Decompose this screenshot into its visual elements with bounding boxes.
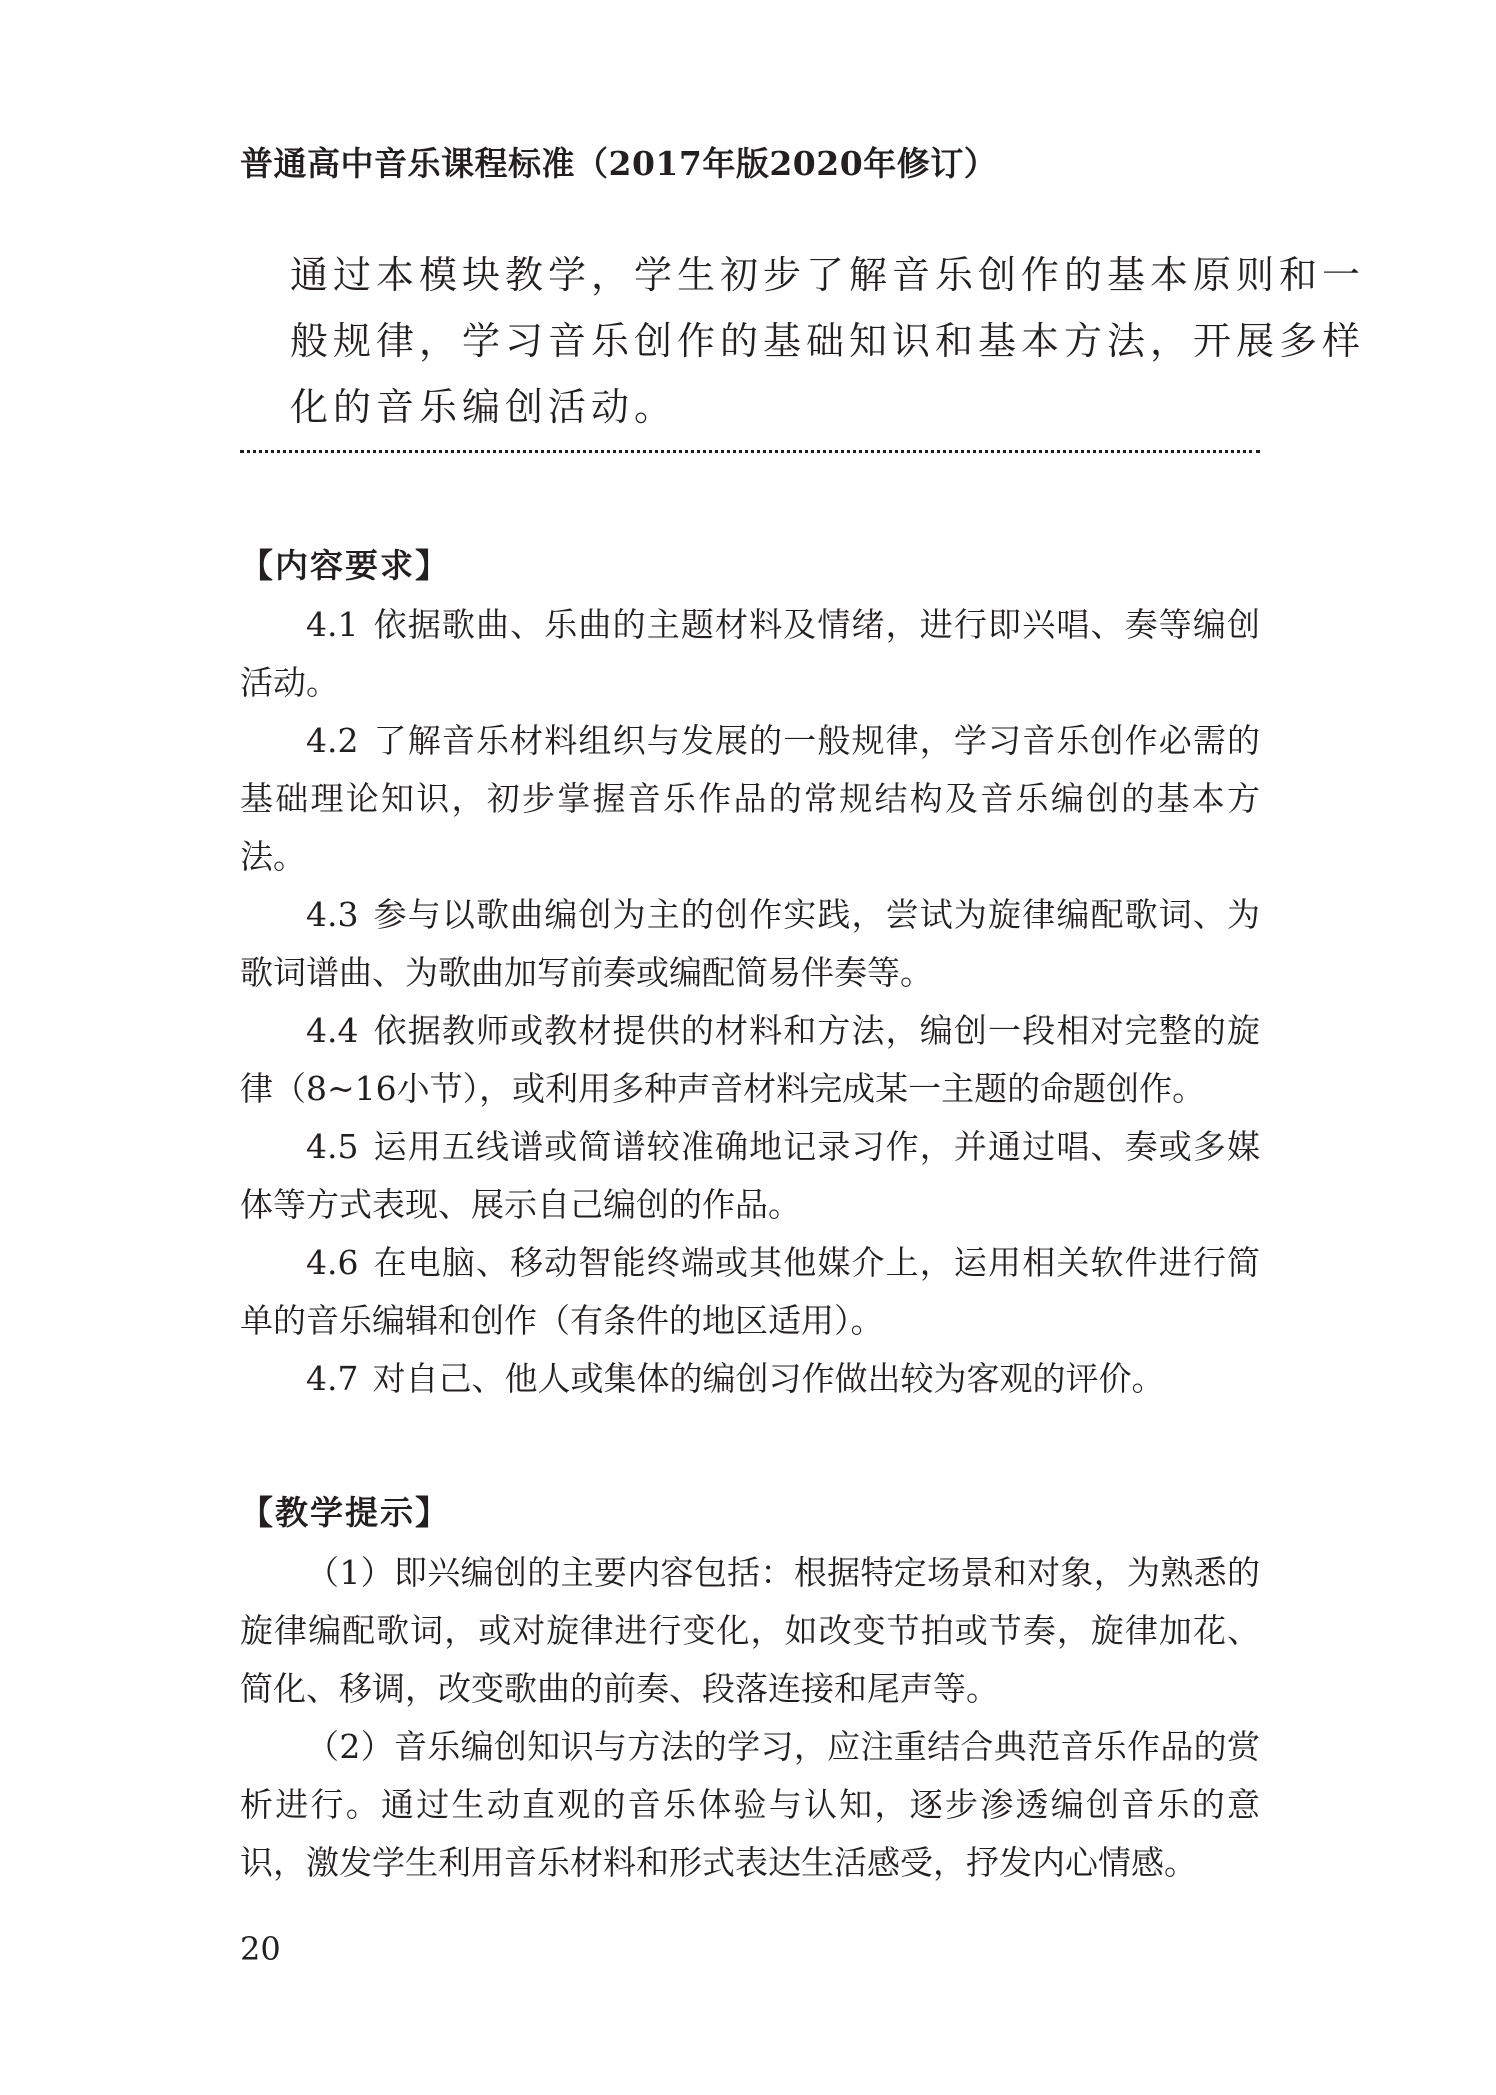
running-header: 普通高中音乐课程标准（2017年版2020年修订） bbox=[240, 144, 998, 183]
teaching-tip-item bbox=[240, 1718, 1260, 1892]
requirement-item bbox=[240, 1118, 1260, 1234]
item-number: （1） bbox=[306, 1553, 394, 1592]
item-text: 参与以歌曲编创为主的创作实践，尝试为旋律编配歌词、为歌词谱曲、为歌曲加写前奏或编配简易伴奏等。 bbox=[240, 895, 1260, 992]
item-number: 4.3 bbox=[306, 895, 359, 934]
requirement-item bbox=[240, 1350, 1260, 1408]
requirement-item bbox=[240, 596, 1260, 712]
item-number: 4.1 bbox=[306, 605, 359, 644]
item-text: 依据歌曲、乐曲的主题材料及情绪，进行即兴唱、奏等编创活动。 bbox=[240, 605, 1260, 702]
requirement-item bbox=[240, 712, 1260, 886]
item-number: 4.4 bbox=[306, 1011, 359, 1050]
item-text: 对自己、他人或集体的编创习作做出较为客观的评价。 bbox=[372, 1359, 1165, 1398]
item-number: 4.2 bbox=[306, 721, 359, 760]
item-text: 运用五线谱或简谱较准确地记录习作，并通过唱、奏或多媒体等方式表现、展示自己编创的作品。 bbox=[240, 1127, 1260, 1224]
item-number: （2） bbox=[306, 1727, 394, 1766]
item-text: 即兴编创的主要内容包括：根据特定场景和对象，为熟悉的旋律编配歌词，或对旋律进行变化，如改变节拍或节奏，旋律加花、简化、移调，改变歌曲的前奏、段落连接和尾声等。 bbox=[240, 1553, 1261, 1708]
requirement-item bbox=[240, 886, 1260, 1002]
item-number: 4.6 bbox=[306, 1243, 359, 1282]
intro-line: 化的音乐编创活动。 bbox=[290, 385, 678, 429]
item-number: 4.7 bbox=[306, 1359, 359, 1398]
teaching-tip-item bbox=[240, 1544, 1260, 1718]
teaching-tips-list bbox=[240, 1544, 1260, 1892]
intro-line: 通过本模块教学，学生初步了解音乐创作的基本原则和一 bbox=[290, 253, 1366, 297]
item-text: 了解音乐材料组织与发展的一般规律，学习音乐创作必需的基础理论知识，初步掌握音乐作品的常规结构及音乐编创的基本方法。 bbox=[240, 721, 1260, 876]
intro-line: 般规律，学习音乐创作的基础知识和基本方法，开展多样 bbox=[290, 319, 1366, 363]
requirement-item bbox=[240, 1002, 1260, 1118]
requirement-item bbox=[240, 1234, 1260, 1350]
content-requirements-list bbox=[240, 596, 1260, 1408]
content-requirements-heading: 【内容要求】 bbox=[240, 546, 450, 585]
item-number: 4.5 bbox=[306, 1127, 359, 1166]
teaching-tips-heading: 【教学提示】 bbox=[240, 1493, 450, 1532]
item-text: 依据教师或教材提供的材料和方法，编创一段相对完整的旋律（8~16小节），或利用多种声音材料完成某一主题的命题创作。 bbox=[240, 1011, 1260, 1108]
item-text: 在电脑、移动智能终端或其他媒介上，运用相关软件进行简单的音乐编辑和创作（有条件的地区适用）。 bbox=[240, 1243, 1260, 1340]
item-text: 音乐编创知识与方法的学习，应注重结合典范音乐作品的赏析进行。通过生动直观的音乐体验与认知，逐步渗透编创音乐的意识，激发学生利用音乐材料和形式表达生活感受，抒发内心情感。 bbox=[240, 1727, 1261, 1882]
dotted-divider bbox=[240, 450, 1260, 453]
module-intro bbox=[290, 242, 1366, 440]
page-number: 20 bbox=[240, 1930, 281, 1968]
